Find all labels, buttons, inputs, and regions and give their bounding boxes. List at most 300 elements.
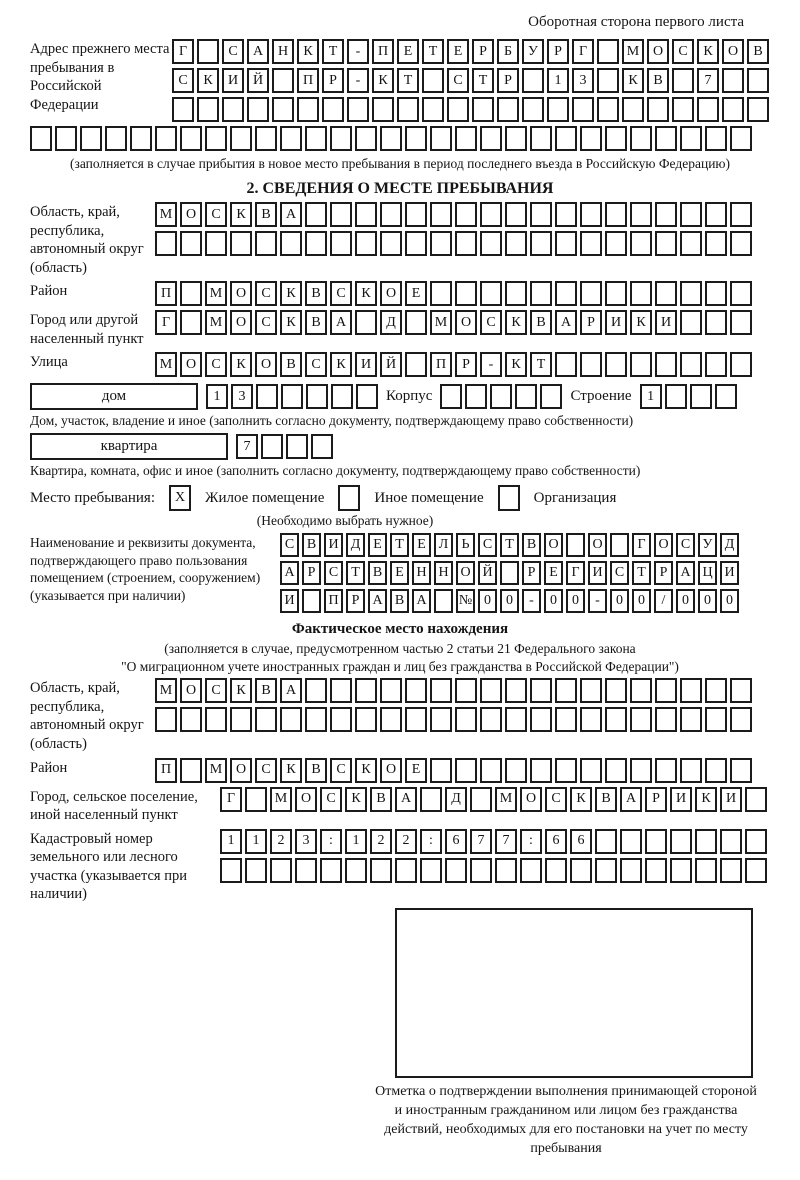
char-cell[interactable]	[105, 126, 127, 151]
char-cell[interactable]	[180, 758, 202, 783]
char-cell[interactable]: Е	[368, 533, 387, 557]
char-cell[interactable]	[747, 68, 769, 93]
char-cell[interactable]: О	[180, 352, 202, 377]
char-cell[interactable]	[705, 758, 727, 783]
char-cell[interactable]: Т	[472, 68, 494, 93]
char-cell[interactable]: А	[368, 589, 387, 613]
char-cell[interactable]: А	[676, 561, 695, 585]
char-cell[interactable]	[605, 281, 627, 306]
char-cell[interactable]: 0	[566, 589, 585, 613]
char-cell[interactable]	[680, 281, 702, 306]
char-cell[interactable]	[330, 126, 352, 151]
char-cell[interactable]: В	[255, 202, 277, 227]
char-cell[interactable]: К	[330, 352, 352, 377]
char-cell[interactable]	[695, 858, 717, 883]
char-cell[interactable]	[580, 678, 602, 703]
char-cell[interactable]	[705, 202, 727, 227]
char-cell[interactable]: М	[622, 39, 644, 64]
char-cell[interactable]: Д	[720, 533, 739, 557]
char-cell[interactable]	[330, 707, 352, 732]
char-cell[interactable]	[380, 231, 402, 256]
char-cell[interactable]	[580, 126, 602, 151]
char-cell[interactable]	[630, 231, 652, 256]
char-cell[interactable]: Р	[645, 787, 667, 812]
char-cell[interactable]: 7	[470, 829, 492, 854]
char-cell[interactable]	[405, 707, 427, 732]
checkbox-organizaciya[interactable]	[498, 485, 520, 511]
char-cell[interactable]: /	[654, 589, 673, 613]
char-cell[interactable]: П	[155, 758, 177, 783]
char-cell[interactable]	[605, 202, 627, 227]
char-cell[interactable]	[705, 281, 727, 306]
char-cell[interactable]: А	[247, 39, 269, 64]
char-cell[interactable]	[730, 126, 752, 151]
char-cell[interactable]: 2	[395, 829, 417, 854]
char-cell[interactable]	[605, 231, 627, 256]
char-cell[interactable]	[670, 829, 692, 854]
char-cell[interactable]: Н	[434, 561, 453, 585]
char-cell[interactable]	[655, 126, 677, 151]
char-cell[interactable]: К	[505, 310, 527, 335]
char-cell[interactable]	[745, 829, 767, 854]
char-cell[interactable]: Р	[472, 39, 494, 64]
char-cell[interactable]	[430, 126, 452, 151]
char-cell[interactable]: Т	[632, 561, 651, 585]
char-cell[interactable]	[320, 858, 342, 883]
char-cell[interactable]	[680, 678, 702, 703]
char-cell[interactable]	[245, 787, 267, 812]
char-cell[interactable]: К	[630, 310, 652, 335]
char-cell[interactable]: А	[330, 310, 352, 335]
char-cell[interactable]	[197, 39, 219, 64]
char-cell[interactable]: В	[255, 678, 277, 703]
char-cell[interactable]	[522, 68, 544, 93]
char-cell[interactable]: М	[270, 787, 292, 812]
char-cell[interactable]: М	[430, 310, 452, 335]
char-cell[interactable]: Е	[405, 281, 427, 306]
char-cell[interactable]: С	[676, 533, 695, 557]
char-cell[interactable]: К	[280, 758, 302, 783]
char-cell[interactable]	[505, 126, 527, 151]
char-cell[interactable]	[286, 434, 308, 459]
char-cell[interactable]: №	[456, 589, 475, 613]
char-cell[interactable]	[455, 231, 477, 256]
char-cell[interactable]: О	[180, 678, 202, 703]
char-cell[interactable]	[330, 231, 352, 256]
char-cell[interactable]	[380, 202, 402, 227]
char-cell[interactable]: :	[320, 829, 342, 854]
char-cell[interactable]: С	[305, 352, 327, 377]
char-cell[interactable]	[480, 678, 502, 703]
char-cell[interactable]: К	[297, 39, 319, 64]
char-cell[interactable]	[555, 202, 577, 227]
char-cell[interactable]	[480, 126, 502, 151]
char-cell[interactable]: В	[305, 758, 327, 783]
char-cell[interactable]	[220, 858, 242, 883]
char-cell[interactable]	[305, 707, 327, 732]
char-cell[interactable]: А	[280, 202, 302, 227]
char-cell[interactable]	[180, 707, 202, 732]
char-cell[interactable]: -	[480, 352, 502, 377]
char-cell[interactable]	[30, 126, 52, 151]
char-cell[interactable]: Т	[397, 68, 419, 93]
char-cell[interactable]	[472, 97, 494, 122]
char-cell[interactable]	[80, 126, 102, 151]
char-cell[interactable]	[530, 281, 552, 306]
char-cell[interactable]: С	[320, 787, 342, 812]
char-cell[interactable]	[665, 384, 687, 409]
char-cell[interactable]: С	[280, 533, 299, 557]
char-cell[interactable]: 3	[231, 384, 253, 409]
char-cell[interactable]: В	[647, 68, 669, 93]
char-cell[interactable]	[580, 231, 602, 256]
char-cell[interactable]	[555, 352, 577, 377]
char-cell[interactable]	[605, 707, 627, 732]
char-cell[interactable]	[155, 231, 177, 256]
char-cell[interactable]	[597, 39, 619, 64]
char-cell[interactable]: В	[368, 561, 387, 585]
char-cell[interactable]	[730, 707, 752, 732]
char-cell[interactable]: О	[230, 281, 252, 306]
char-cell[interactable]: К	[230, 202, 252, 227]
char-cell[interactable]	[605, 352, 627, 377]
char-cell[interactable]	[230, 707, 252, 732]
char-cell[interactable]	[630, 202, 652, 227]
char-cell[interactable]	[515, 384, 537, 409]
char-cell[interactable]: О	[380, 758, 402, 783]
char-cell[interactable]: А	[395, 787, 417, 812]
char-cell[interactable]: О	[520, 787, 542, 812]
char-cell[interactable]: О	[654, 533, 673, 557]
char-cell[interactable]: 7	[697, 68, 719, 93]
char-cell[interactable]: С	[478, 533, 497, 557]
char-cell[interactable]: К	[505, 352, 527, 377]
char-cell[interactable]	[705, 310, 727, 335]
char-cell[interactable]: М	[155, 678, 177, 703]
char-cell[interactable]: И	[222, 68, 244, 93]
char-cell[interactable]	[680, 352, 702, 377]
char-cell[interactable]	[465, 384, 487, 409]
char-cell[interactable]	[272, 97, 294, 122]
char-cell[interactable]: В	[305, 310, 327, 335]
char-cell[interactable]	[247, 97, 269, 122]
char-cell[interactable]	[580, 352, 602, 377]
char-cell[interactable]	[500, 561, 519, 585]
char-cell[interactable]	[420, 858, 442, 883]
char-cell[interactable]: М	[205, 758, 227, 783]
char-cell[interactable]: А	[280, 678, 302, 703]
char-cell[interactable]: О	[380, 281, 402, 306]
char-cell[interactable]: В	[390, 589, 409, 613]
char-cell[interactable]: О	[230, 310, 252, 335]
char-cell[interactable]	[261, 434, 283, 459]
char-cell[interactable]	[695, 829, 717, 854]
char-cell[interactable]: М	[155, 202, 177, 227]
char-cell[interactable]	[566, 533, 585, 557]
char-cell[interactable]	[455, 678, 477, 703]
char-cell[interactable]: Г	[220, 787, 242, 812]
char-cell[interactable]: 1	[640, 384, 662, 409]
char-cell[interactable]	[655, 202, 677, 227]
char-cell[interactable]: 1	[345, 829, 367, 854]
char-cell[interactable]	[230, 231, 252, 256]
char-cell[interactable]: И	[355, 352, 377, 377]
char-cell[interactable]: 7	[495, 829, 517, 854]
char-cell[interactable]: Е	[544, 561, 563, 585]
char-cell[interactable]	[306, 384, 328, 409]
char-cell[interactable]	[430, 231, 452, 256]
char-cell[interactable]	[580, 202, 602, 227]
char-cell[interactable]: Т	[346, 561, 365, 585]
char-cell[interactable]	[280, 231, 302, 256]
char-cell[interactable]	[205, 231, 227, 256]
char-cell[interactable]	[520, 858, 542, 883]
char-cell[interactable]: С	[480, 310, 502, 335]
char-cell[interactable]	[422, 68, 444, 93]
char-cell[interactable]	[355, 231, 377, 256]
char-cell[interactable]: Д	[380, 310, 402, 335]
char-cell[interactable]	[730, 352, 752, 377]
char-cell[interactable]: У	[522, 39, 544, 64]
char-cell[interactable]	[605, 758, 627, 783]
char-cell[interactable]: Е	[390, 561, 409, 585]
char-cell[interactable]: Е	[412, 533, 431, 557]
char-cell[interactable]	[630, 707, 652, 732]
char-cell[interactable]	[747, 97, 769, 122]
char-cell[interactable]: 0	[632, 589, 651, 613]
char-cell[interactable]	[680, 126, 702, 151]
char-cell[interactable]: И	[670, 787, 692, 812]
char-cell[interactable]: Р	[455, 352, 477, 377]
char-cell[interactable]	[720, 858, 742, 883]
char-cell[interactable]: С	[610, 561, 629, 585]
char-cell[interactable]: Р	[522, 561, 541, 585]
char-cell[interactable]: А	[620, 787, 642, 812]
char-cell[interactable]: 1	[245, 829, 267, 854]
char-cell[interactable]	[595, 829, 617, 854]
char-cell[interactable]	[172, 97, 194, 122]
char-cell[interactable]	[345, 858, 367, 883]
char-cell[interactable]	[470, 858, 492, 883]
char-cell[interactable]	[545, 858, 567, 883]
char-cell[interactable]	[730, 231, 752, 256]
char-cell[interactable]: И	[280, 589, 299, 613]
char-cell[interactable]	[645, 829, 667, 854]
char-cell[interactable]: С	[255, 758, 277, 783]
char-cell[interactable]	[715, 384, 737, 409]
char-cell[interactable]: П	[430, 352, 452, 377]
char-cell[interactable]	[330, 678, 352, 703]
char-cell[interactable]	[645, 858, 667, 883]
char-cell[interactable]	[572, 97, 594, 122]
char-cell[interactable]: 0	[676, 589, 695, 613]
char-cell[interactable]: К	[695, 787, 717, 812]
char-cell[interactable]	[745, 858, 767, 883]
char-cell[interactable]	[540, 384, 562, 409]
char-cell[interactable]	[555, 707, 577, 732]
char-cell[interactable]	[530, 678, 552, 703]
char-cell[interactable]	[720, 829, 742, 854]
char-cell[interactable]	[505, 758, 527, 783]
char-cell[interactable]	[305, 126, 327, 151]
char-cell[interactable]: -	[347, 68, 369, 93]
char-cell[interactable]	[490, 384, 512, 409]
char-cell[interactable]	[322, 97, 344, 122]
char-cell[interactable]	[680, 231, 702, 256]
char-cell[interactable]	[455, 758, 477, 783]
char-cell[interactable]	[655, 231, 677, 256]
char-cell[interactable]	[180, 310, 202, 335]
char-cell[interactable]	[705, 707, 727, 732]
char-cell[interactable]: И	[588, 561, 607, 585]
char-cell[interactable]: И	[720, 561, 739, 585]
char-cell[interactable]	[505, 231, 527, 256]
char-cell[interactable]: Т	[500, 533, 519, 557]
char-cell[interactable]	[655, 678, 677, 703]
char-cell[interactable]	[697, 97, 719, 122]
char-cell[interactable]: 0	[544, 589, 563, 613]
char-cell[interactable]: Н	[412, 561, 431, 585]
char-cell[interactable]: А	[412, 589, 431, 613]
char-cell[interactable]	[430, 281, 452, 306]
char-cell[interactable]	[705, 126, 727, 151]
char-cell[interactable]: В	[595, 787, 617, 812]
char-cell[interactable]: О	[544, 533, 563, 557]
char-cell[interactable]	[580, 281, 602, 306]
char-cell[interactable]: В	[302, 533, 321, 557]
char-cell[interactable]	[630, 758, 652, 783]
char-cell[interactable]	[372, 97, 394, 122]
char-cell[interactable]: Ь	[456, 533, 475, 557]
char-cell[interactable]: Й	[478, 561, 497, 585]
char-cell[interactable]	[722, 97, 744, 122]
char-cell[interactable]: С	[324, 561, 343, 585]
char-cell[interactable]	[272, 68, 294, 93]
char-cell[interactable]: И	[655, 310, 677, 335]
char-cell[interactable]: С	[255, 281, 277, 306]
char-cell[interactable]	[330, 202, 352, 227]
char-cell[interactable]	[480, 707, 502, 732]
char-cell[interactable]	[302, 589, 321, 613]
char-cell[interactable]	[295, 858, 317, 883]
char-cell[interactable]	[555, 126, 577, 151]
char-cell[interactable]	[597, 68, 619, 93]
char-cell[interactable]: Р	[322, 68, 344, 93]
char-cell[interactable]: С	[330, 758, 352, 783]
char-cell[interactable]: Р	[346, 589, 365, 613]
char-cell[interactable]: 3	[295, 829, 317, 854]
char-cell[interactable]	[505, 202, 527, 227]
char-cell[interactable]	[311, 434, 333, 459]
char-cell[interactable]	[405, 352, 427, 377]
char-cell[interactable]	[397, 97, 419, 122]
char-cell[interactable]: Й	[247, 68, 269, 93]
char-cell[interactable]	[355, 126, 377, 151]
char-cell[interactable]	[430, 202, 452, 227]
char-cell[interactable]: 1	[206, 384, 228, 409]
char-cell[interactable]	[280, 707, 302, 732]
char-cell[interactable]: Г	[172, 39, 194, 64]
char-cell[interactable]: О	[647, 39, 669, 64]
char-cell[interactable]: Т	[322, 39, 344, 64]
char-cell[interactable]	[434, 589, 453, 613]
char-cell[interactable]	[647, 97, 669, 122]
char-cell[interactable]	[305, 202, 327, 227]
char-cell[interactable]: 1	[547, 68, 569, 93]
char-cell[interactable]	[597, 97, 619, 122]
char-cell[interactable]: Г	[632, 533, 651, 557]
char-cell[interactable]: Е	[405, 758, 427, 783]
char-cell[interactable]: М	[205, 310, 227, 335]
char-cell[interactable]	[570, 858, 592, 883]
char-cell[interactable]: В	[305, 281, 327, 306]
char-cell[interactable]	[480, 231, 502, 256]
char-cell[interactable]: Р	[302, 561, 321, 585]
char-cell[interactable]	[655, 758, 677, 783]
char-cell[interactable]	[55, 126, 77, 151]
char-cell[interactable]	[305, 231, 327, 256]
char-cell[interactable]	[430, 758, 452, 783]
char-cell[interactable]: С	[205, 678, 227, 703]
char-cell[interactable]: С	[447, 68, 469, 93]
char-cell[interactable]: К	[197, 68, 219, 93]
char-cell[interactable]	[370, 858, 392, 883]
char-cell[interactable]	[555, 231, 577, 256]
char-cell[interactable]: П	[155, 281, 177, 306]
checkbox-zhiloe[interactable]: X	[169, 485, 191, 511]
char-cell[interactable]: П	[324, 589, 343, 613]
char-cell[interactable]: И	[605, 310, 627, 335]
char-cell[interactable]: К	[280, 281, 302, 306]
char-cell[interactable]: В	[747, 39, 769, 64]
char-cell[interactable]: Д	[346, 533, 365, 557]
char-cell[interactable]	[280, 126, 302, 151]
char-cell[interactable]	[255, 231, 277, 256]
char-cell[interactable]	[555, 678, 577, 703]
char-cell[interactable]: С	[205, 352, 227, 377]
char-cell[interactable]: О	[180, 202, 202, 227]
char-cell[interactable]: Г	[572, 39, 594, 64]
char-cell[interactable]: С	[330, 281, 352, 306]
char-cell[interactable]	[405, 126, 427, 151]
char-cell[interactable]: Р	[580, 310, 602, 335]
char-cell[interactable]	[505, 678, 527, 703]
char-cell[interactable]	[447, 97, 469, 122]
char-cell[interactable]: 1	[220, 829, 242, 854]
char-cell[interactable]	[595, 858, 617, 883]
char-cell[interactable]	[620, 858, 642, 883]
char-cell[interactable]	[670, 858, 692, 883]
char-cell[interactable]	[722, 68, 744, 93]
char-cell[interactable]: И	[720, 787, 742, 812]
char-cell[interactable]: О	[455, 310, 477, 335]
char-cell[interactable]	[705, 678, 727, 703]
char-cell[interactable]	[355, 678, 377, 703]
char-cell[interactable]	[580, 707, 602, 732]
char-cell[interactable]	[180, 126, 202, 151]
char-cell[interactable]	[605, 126, 627, 151]
char-cell[interactable]: А	[555, 310, 577, 335]
char-cell[interactable]: 6	[570, 829, 592, 854]
char-cell[interactable]: Ц	[698, 561, 717, 585]
char-cell[interactable]	[580, 758, 602, 783]
char-cell[interactable]	[395, 858, 417, 883]
char-cell[interactable]	[455, 202, 477, 227]
char-cell[interactable]: В	[530, 310, 552, 335]
char-cell[interactable]	[530, 202, 552, 227]
char-cell[interactable]: 0	[720, 589, 739, 613]
char-cell[interactable]: С	[545, 787, 567, 812]
